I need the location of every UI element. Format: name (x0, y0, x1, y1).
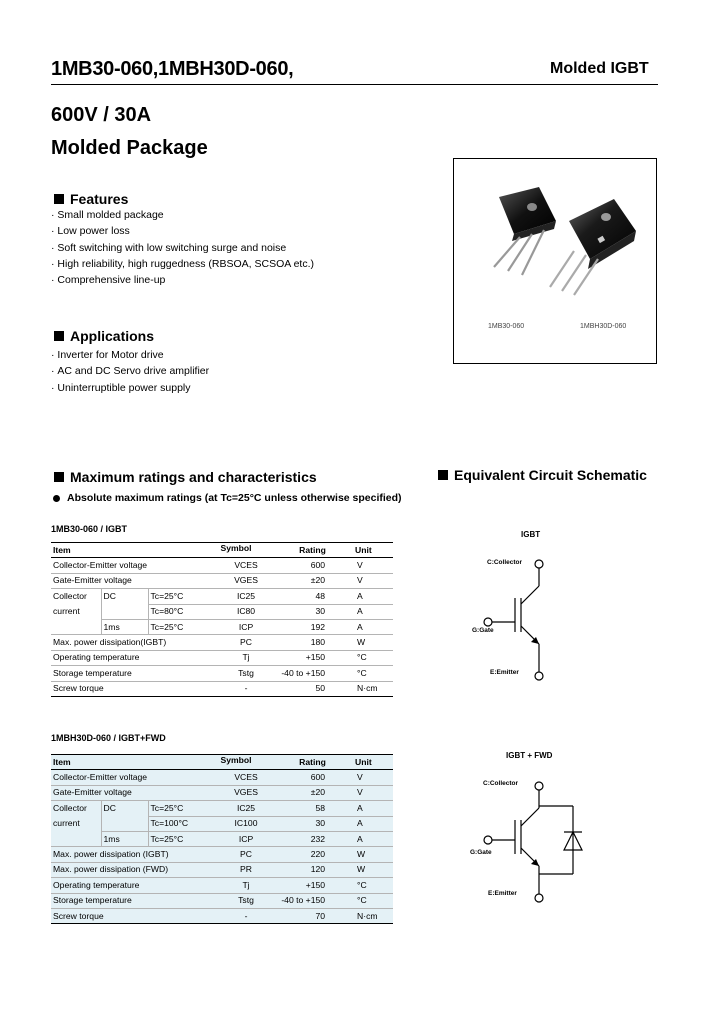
cell-item: current (53, 818, 80, 829)
cell-rating: 232 (276, 831, 349, 846)
list-item: · Low power loss (51, 223, 314, 239)
square-bullet-icon (438, 470, 448, 480)
features-heading (54, 191, 128, 207)
absolute-ratings-note-text: Absolute maximum ratings (at Tc=25°C unless otherwise specified) (67, 492, 402, 504)
cell-rating: ±20 (276, 785, 349, 800)
absolute-ratings-note (53, 492, 402, 504)
cell-unit: A (349, 619, 393, 634)
cell-unit: °C (349, 666, 393, 681)
cell-item: current (53, 606, 80, 617)
cell-symbol: IC25 (212, 589, 276, 604)
cell-unit: A (349, 801, 393, 816)
cell-symbol: Tj (212, 878, 276, 893)
col-header-symbol: Symbol (220, 543, 252, 553)
cell-item: Max. power dissipation(IGBT) (51, 635, 212, 650)
col-header-item: Item (51, 543, 276, 558)
cell-symbol: PC (212, 847, 276, 862)
cell-symbol: VCES (212, 770, 276, 785)
cell-item: Screw torque (51, 681, 212, 696)
cell-unit: A (349, 816, 393, 831)
table-row (51, 650, 393, 665)
gate-label: G:Gate (472, 627, 494, 634)
table-row (51, 816, 393, 831)
table-row (51, 635, 393, 650)
table-row (51, 847, 393, 862)
cell-rating: 180 (276, 635, 349, 650)
cell-item: Storage temperature (51, 666, 212, 681)
col-header-rating: Rating (276, 543, 349, 558)
cell-subitem: DC (101, 589, 148, 604)
cell-item: Collector-Emitter voltage (51, 558, 212, 573)
cell-subitem: 1ms (101, 619, 148, 634)
cell-unit: A (349, 604, 393, 619)
cell-condition: Tc=25°C (148, 619, 212, 634)
product-category: Molded IGBT (550, 60, 649, 77)
emitter-arrow-icon (531, 859, 539, 866)
cell-unit: A (349, 589, 393, 604)
cell-symbol: - (212, 681, 276, 696)
cell-item: Collector (53, 803, 87, 814)
table-row (51, 893, 393, 908)
collector-label: C:Collector (483, 780, 519, 787)
table-row (51, 801, 393, 816)
table-row (51, 908, 393, 923)
cell-item: Gate-Emitter voltage (51, 785, 212, 800)
igbt-circuit-title: IGBT (521, 530, 541, 539)
cell-item: Operating temperature (51, 878, 212, 893)
emitter-label: E:Emitter (488, 890, 517, 897)
cell-unit: V (349, 558, 393, 573)
cell-symbol: IC25 (212, 801, 276, 816)
cell-symbol: Tstg (212, 893, 276, 908)
list-item: · High reliability, high ruggedness (RBSOA, SCSOA etc.) (51, 256, 314, 272)
cell-unit: N·cm (349, 681, 393, 696)
cell-condition: Tc=25°C (148, 831, 212, 846)
table-row (51, 785, 393, 800)
cell-rating: 48 (276, 589, 349, 604)
cell-unit: °C (349, 650, 393, 665)
cell-rating: 600 (276, 770, 349, 785)
cell-condition: Tc=100°C (148, 816, 212, 831)
gate-terminal-icon (484, 618, 492, 626)
cell-rating: 120 (276, 862, 349, 877)
table-row (51, 604, 393, 619)
max-ratings-heading (54, 469, 317, 485)
cell-rating: ±20 (276, 573, 349, 588)
cell-symbol: ICP (212, 831, 276, 846)
cell-rating: 220 (276, 847, 349, 862)
table-row (51, 831, 393, 846)
cell-rating: -40 to +150 (276, 893, 349, 908)
cell-unit: V (349, 770, 393, 785)
cell-item: Collector (53, 591, 87, 602)
emitter-arrow-icon (531, 637, 539, 644)
cell-rating: 600 (276, 558, 349, 573)
photo-caption-right: 1MBH30D-060 (580, 323, 627, 330)
package-left (494, 187, 556, 275)
emitter-terminal-icon (535, 894, 543, 902)
cell-condition: Tc=25°C (148, 589, 212, 604)
igbt-schematic (440, 548, 570, 688)
cell-unit: A (349, 831, 393, 846)
list-item: · Soft switching with low switching surge and noise (51, 240, 314, 256)
cell-condition: Tc=80°C (148, 604, 212, 619)
cell-unit: °C (349, 893, 393, 908)
table-row (51, 619, 393, 634)
round-bullet-icon (53, 495, 60, 502)
list-item: · AC and DC Servo drive amplifier (51, 363, 209, 379)
cell-rating: -40 to +150 (276, 666, 349, 681)
igbt-fwd-circuit-title: IGBT + FWD (506, 751, 553, 760)
product-photo (453, 158, 657, 364)
cell-unit: °C (349, 878, 393, 893)
photo-caption-left: 1MB30-060 (488, 323, 525, 330)
igbt-package-illustration (454, 159, 657, 364)
square-bullet-icon (54, 194, 64, 204)
cell-subitem: 1ms (101, 831, 148, 846)
table-row (51, 589, 393, 604)
applications-list (51, 347, 209, 396)
cell-symbol: IC80 (212, 604, 276, 619)
gate-terminal-icon (484, 836, 492, 844)
square-bullet-icon (54, 472, 64, 482)
cell-symbol: Tstg (212, 666, 276, 681)
cell-rating: 192 (276, 619, 349, 634)
cell-rating: 58 (276, 801, 349, 816)
collector-terminal-icon (535, 782, 543, 790)
cell-rating: +150 (276, 878, 349, 893)
circuit-heading (438, 467, 647, 483)
cell-symbol: Tj (212, 650, 276, 665)
col-header-item: Item (51, 755, 276, 770)
cell-unit: W (349, 635, 393, 650)
cell-rating: 50 (276, 681, 349, 696)
table-row (51, 573, 393, 588)
cell-item: Storage temperature (51, 893, 212, 908)
table-row (51, 681, 393, 696)
title-divider (51, 84, 658, 85)
table-row (51, 770, 393, 785)
cell-item: Gate-Emitter voltage (51, 573, 212, 588)
applications-heading-text: Applications (70, 328, 155, 344)
cell-subitem: DC (101, 801, 148, 816)
collector-label: C:Collector (487, 559, 523, 566)
voltage-current-rating: 600V / 30A (51, 104, 152, 126)
cell-symbol: IC100 (212, 816, 276, 831)
emitter-terminal-icon (535, 672, 543, 680)
col-header-unit: Unit (349, 543, 393, 558)
table-row (51, 558, 393, 573)
cell-rating: 30 (276, 816, 349, 831)
table-row (51, 878, 393, 893)
cell-unit: V (349, 785, 393, 800)
col-header-symbol: Symbol (220, 755, 252, 765)
cell-symbol: VGES (212, 573, 276, 588)
features-list (51, 207, 314, 288)
list-item: · Small molded package (51, 207, 314, 223)
applications-heading (54, 328, 154, 344)
cell-rating: 70 (276, 908, 349, 923)
cell-symbol: VGES (212, 785, 276, 800)
cell-item: Screw torque (51, 908, 212, 923)
square-bullet-icon (54, 331, 64, 341)
list-item: · Inverter for Motor drive (51, 347, 209, 363)
cell-rating: 30 (276, 604, 349, 619)
cell-item: Operating temperature (51, 650, 212, 665)
cell-unit: N·cm (349, 908, 393, 923)
ratings-table-igbt-fwd (51, 754, 393, 924)
circuit-heading-text: Equivalent Circuit Schematic (454, 467, 647, 483)
cell-unit: V (349, 573, 393, 588)
package-type: Molded Package (51, 137, 208, 159)
cell-symbol: VCES (212, 558, 276, 573)
cell-item: Max. power dissipation (IGBT) (51, 847, 212, 862)
cell-item: Collector-Emitter voltage (51, 770, 212, 785)
table2-label: 1MBH30D-060 / IGBT+FWD (51, 733, 166, 743)
ratings-table-igbt (51, 542, 393, 697)
igbt-fwd-schematic (440, 770, 600, 910)
cell-item: Max. power dissipation (FWD) (51, 862, 212, 877)
list-item: · Comprehensive line-up (51, 272, 314, 288)
max-ratings-heading-text: Maximum ratings and characteristics (70, 469, 317, 485)
part-number-title: 1MB30-060,1MBH30D-060, (51, 58, 294, 80)
cell-symbol: ICP (212, 619, 276, 634)
cell-symbol: - (212, 908, 276, 923)
features-heading-text: Features (70, 191, 129, 207)
cell-rating: +150 (276, 650, 349, 665)
list-item: · Uninterruptible power supply (51, 380, 209, 396)
cell-condition: Tc=25°C (148, 801, 212, 816)
cell-unit: W (349, 862, 393, 877)
table-row (51, 666, 393, 681)
cell-symbol: PR (212, 862, 276, 877)
collector-terminal-icon (535, 560, 543, 568)
col-header-unit: Unit (349, 755, 393, 770)
col-header-rating: Rating (276, 755, 349, 770)
cell-unit: W (349, 847, 393, 862)
package-right (550, 199, 636, 295)
gate-label: G:Gate (470, 849, 492, 856)
table-row (51, 862, 393, 877)
table1-label: 1MB30-060 / IGBT (51, 524, 128, 534)
cell-symbol: PC (212, 635, 276, 650)
emitter-label: E:Emitter (490, 669, 519, 676)
